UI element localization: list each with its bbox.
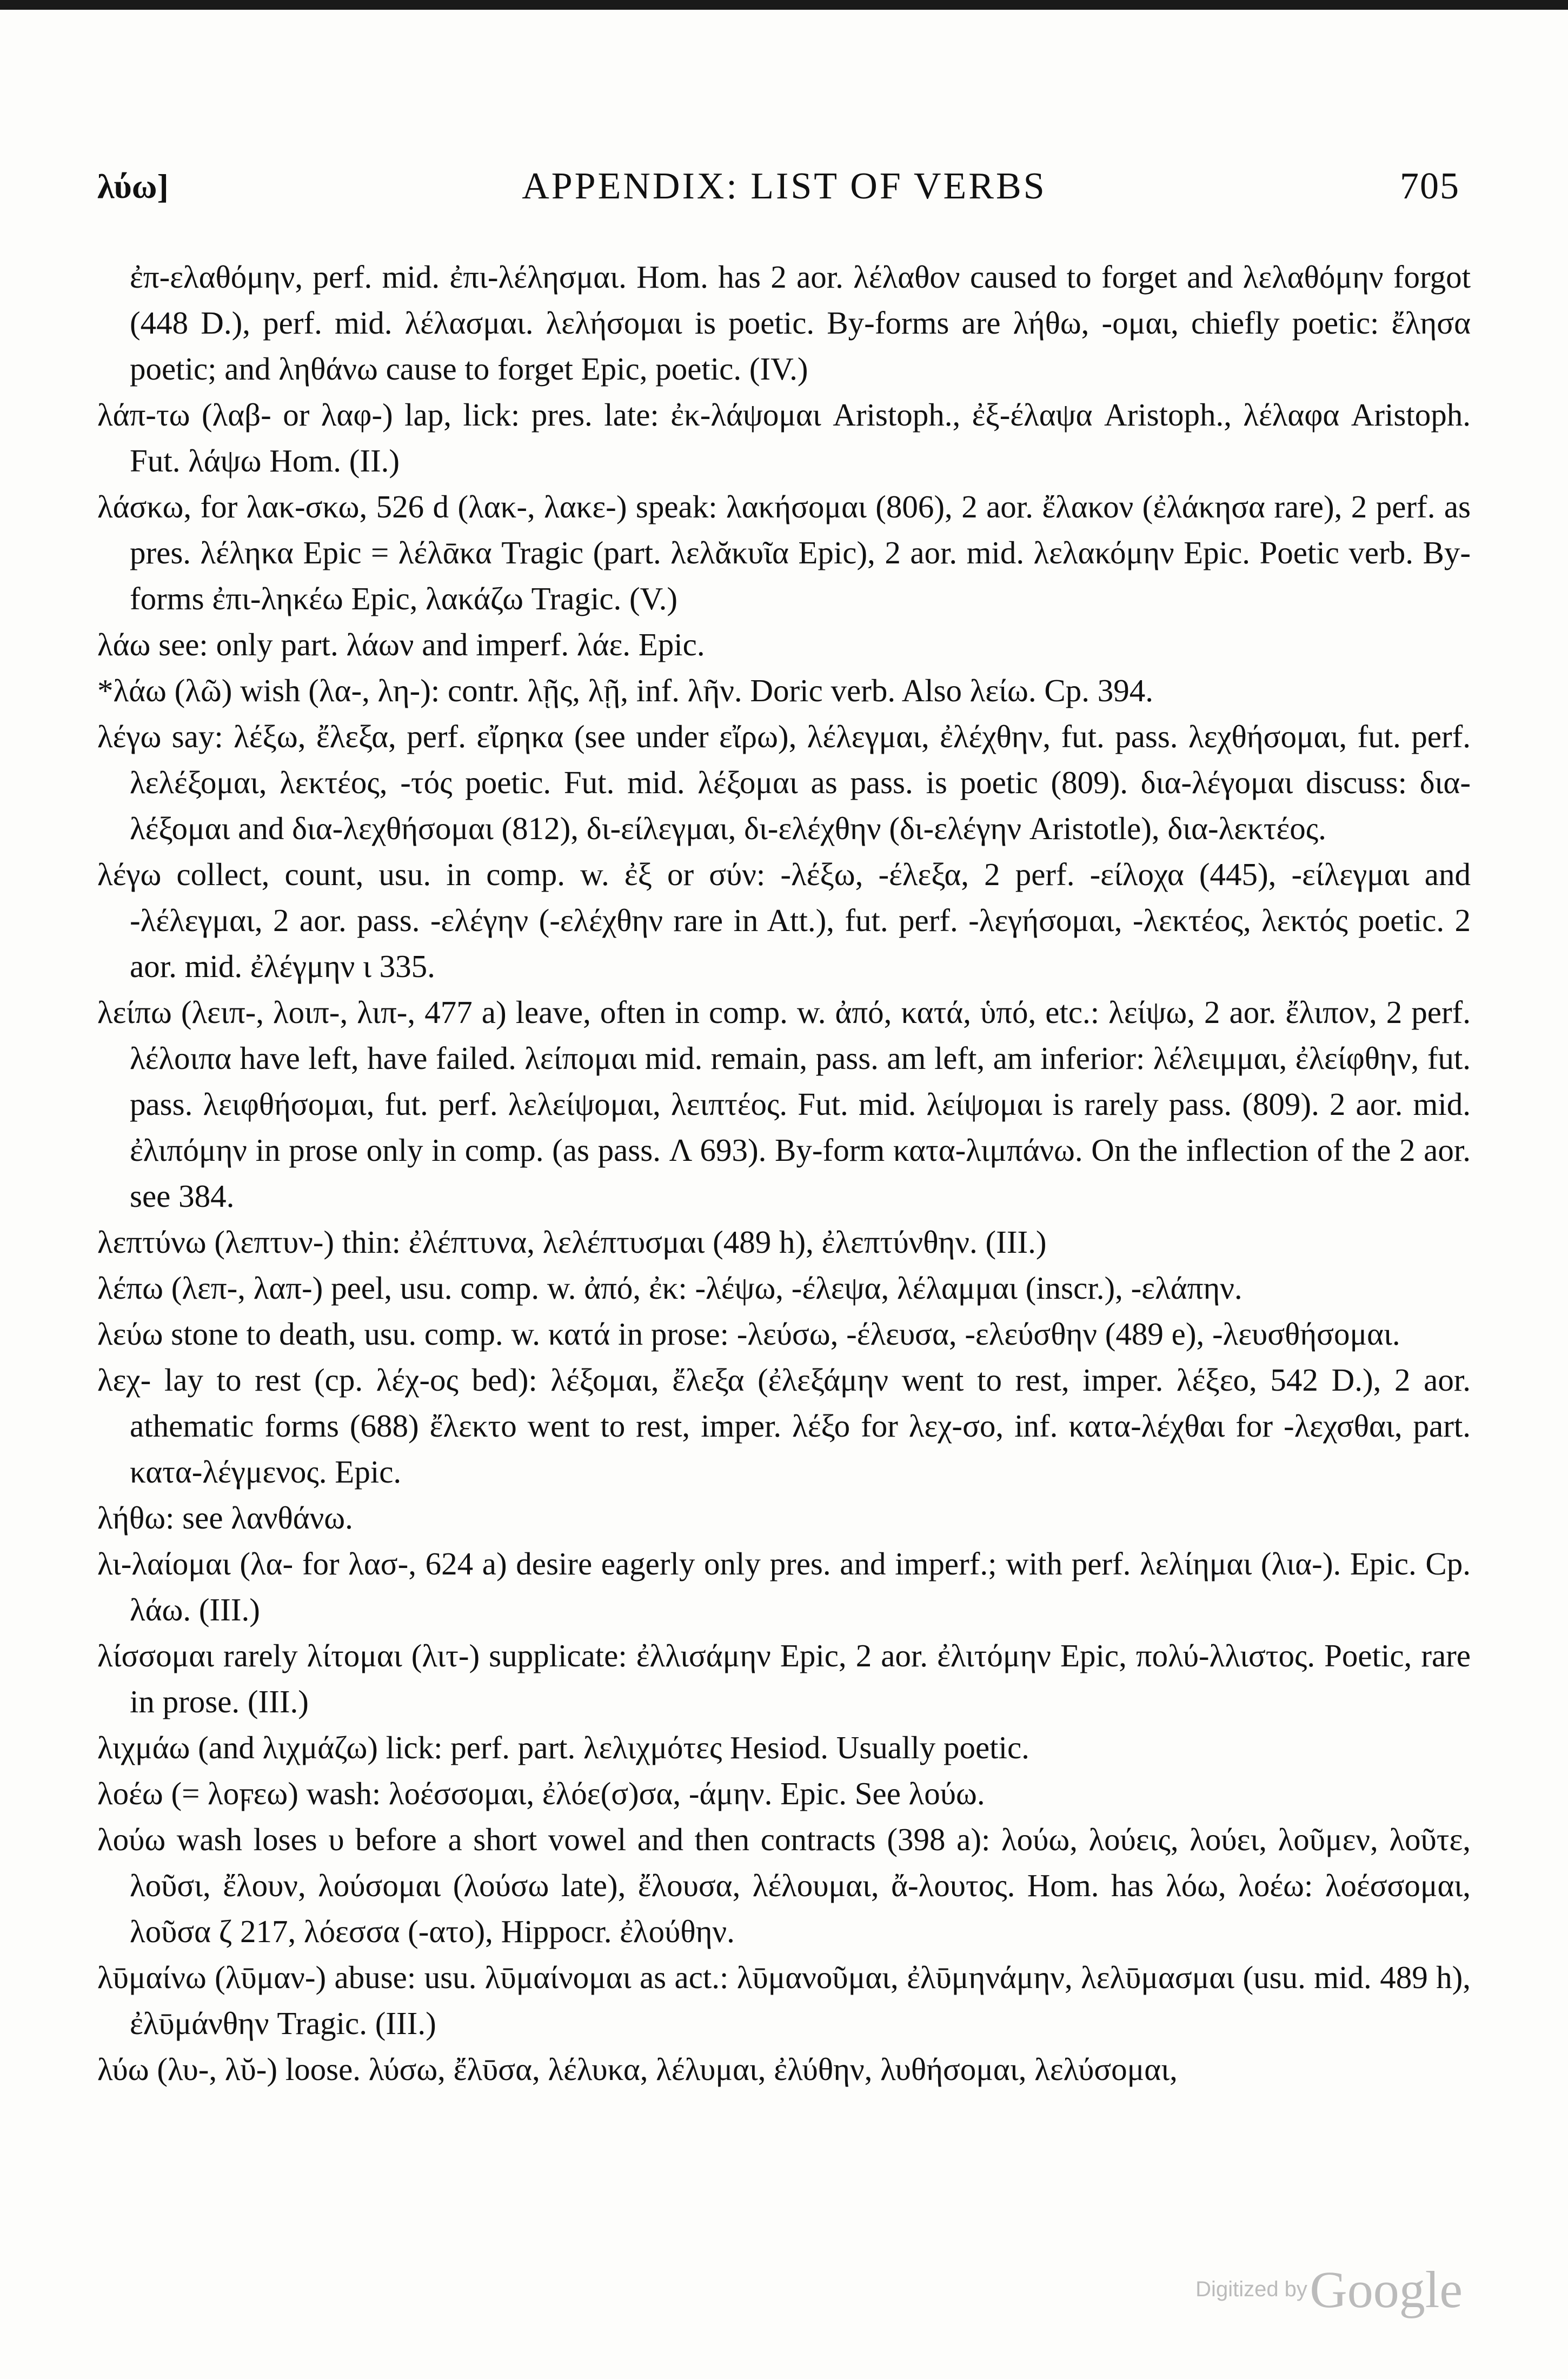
verb-entry: λάπ-τω (λαβ- or λαφ-) lap, lick: pres. late: ἐκ-λάψομαι Aristoph., ἐξ-έλαψα Aristoph., λέλαφα Aristoph. Fut. λάψω Hom. (II.) (97, 397, 1471, 479)
verb-list (97, 254, 1471, 2092)
google-logo: Google (1310, 2261, 1463, 2318)
verb-entry: λάσκω, for λακ-σκω, 526 d (λακ-, λακε-) speak: λακήσομαι (806), 2 aor. ἔλακον (ἐλάκησα rare), 2 perf. as pres. λέληκα Epic = λέλᾱκα Tragic (part. λελᾰκυῖα Epic), 2 aor. mid. λελακόμην Epic. Poetic verb. By-forms ἐπι-ληκέω Epic, λακάζω Tragic. (V.) (97, 489, 1471, 616)
verb-entry: λῡμαίνω (λῡμαν-) abuse: usu. λῡμαίνομαι as act.: λῡμανοῦμαι, ἐλῡμηνάμην, λελῡμασμαι (usu. mid. 489 h), ἐλῡμάνθην Tragic. (III.) (97, 1959, 1471, 2041)
verb-entry: λύω (λυ-, λῠ-) loose. λύσω, ἔλῡσα, λέλυκα, λέλυμαι, ἐλύθην, λυθήσομαι, λελύσομαι, (97, 2051, 1178, 2087)
verb-entry: λι-λαίομαι (λα- for λασ-, 624 a) desire eagerly only pres. and imperf.; with perf. λελίημαι (λια-). Epic. Cp. λάω. (III.) (97, 1546, 1471, 1627)
verb-entry: λέγω say: λέξω, ἔλεξα, perf. εἴρηκα (see under εἴρω), λέλεγμαι, ἐλέχθην, fut. pass. λεχθήσομαι, fut. perf. λελέξομαι, λεκτέος, -τός poetic. Fut. mid. λέξομαι as pass. is poetic (809). δια-λέγομαι discuss: δια-λέξομαι and δια-λεχθήσομαι (812), δι-είλεγμαι, δι-ελέχθην (δι-ελέγην Aristotle), δια-λεκτέος. (97, 719, 1471, 846)
running-header (97, 157, 1460, 216)
verb-entry: λεύω stone to death, usu. comp. w. κατά in prose: -λεύσω, -έλευσα, -ελεύσθην (489 e), -λευσθήσομαι. (97, 1316, 1400, 1352)
digitized-by-google-watermark (1195, 2260, 1463, 2320)
verb-entry: λέπω (λεπ-, λαπ-) peel, usu. comp. w. ἀπό, ἐκ: -λέψω, -έλεψα, λέλαμμαι (inscr.), -ελάπην. (97, 1270, 1243, 1306)
header-title: APPENDIX: LIST OF VERBS (522, 165, 1047, 207)
watermark-prefix: Digitized by (1195, 2277, 1307, 2301)
verb-entry: λεχ- lay to rest (cp. λέχ-ος bed): λέξομαι, ἔλεξα (ἐλεξάμην went to rest, imper. λέξεο, 542 D.), 2 aor. athematic forms (688) ἔλεκτο went to rest, imper. λέξο for λεχ-σο, inf. κατα-λέχθαι for -λεχσθαι, part. κατα-λέγμενος. Epic. (97, 1362, 1471, 1490)
verb-entry: λοέω (= λοϝεω) wash: λοέσσομαι, ἐλόε(σ)σα, -άμην. Epic. See λούω. (97, 1776, 985, 1811)
verb-entry: ἐπ-ελαθόμην, perf. mid. ἐπι-λέλησμαι. Hom. has 2 aor. λέλαθον caused to forget and λελαθόμην forgot (448 D.), perf. mid. λέλασμαι. λελήσομαι is poetic. By-forms are λήθω, -ομαι, chiefly poetic: ἔλησα poetic; and ληθάνω cause to forget Epic, poetic. (IV.) (130, 259, 1471, 387)
verb-entry: λούω wash loses υ before a short vowel and then contracts (398 a): λούω, λούεις, λούει, λοῦμεν, λοῦτε, λοῦσι, ἔλουν, λούσομαι (λούσω late), ἔλουσα, λέλουμαι, ἄ-λουτος. Hom. has λόω, λοέω: λοέσσομαι, λοῦσα ζ 217, λόεσσα (-ατο), Hippocr. ἐλούθην. (97, 1822, 1471, 1949)
verb-entry: λιχμάω (and λιχμάζω) lick: perf. part. λελιχμότες Hesiod. Usually poetic. (97, 1730, 1029, 1765)
verb-entry: λίσσομαι rarely λίτομαι (λιτ-) supplicate: ἐλλισάμην Epic, 2 aor. ἐλιτόμην Epic, πολύ-λλιστος. Poetic, rare in prose. (III.) (97, 1638, 1471, 1719)
page-top-edge (0, 0, 1568, 10)
verb-entry: λείπω (λειπ-, λοιπ-, λιπ-, 477 a) leave, often in comp. w. ἀπό, κατά, ὑπό, etc.: λείψω, 2 aor. ἔλιπον, 2 perf. λέλοιπα have left, have failed. λείπομαι mid. remain, pass. am left, am inferior: λέλειμμαι, ἐλείφθην, fut. pass. λειφθήσομαι, fut. perf. λελείψομαι, λειπτέος. Fut. mid. λείψομαι is rarely pass. (809). 2 aor. mid. ἐλιπόμην in prose only in comp. (as pass. Λ 693). By-form κατα-λιμπάνω. On the inflection of the 2 aor. see 384. (97, 994, 1471, 1214)
verb-entry: λήθω: see λανθάνω. (97, 1500, 353, 1536)
header-head-word: λύω] (97, 167, 169, 205)
verb-entry: λέγω collect, count, usu. in comp. w. ἐξ or σύν: -λέξω, -έλεξα, 2 perf. -είλοχα (445), -είλεγμαι and -λέλεγμαι, 2 aor. pass. -ελέγην (-ελέχθην rare in Att.), fut. perf. -λεγήσομαι, -λεκτέος, λεκτός poetic. 2 aor. mid. ἐλέγμην ι 335. (97, 856, 1471, 984)
verb-entry: λεπτύνω (λεπτυν-) thin: ἐλέπτυνα, λελέπτυσμαι (489 h), ἐλεπτύνθην. (III.) (97, 1224, 1047, 1260)
page-number: 705 (1399, 165, 1460, 207)
verb-entry: λάω see: only part. λάων and imperf. λάε. Epic. (97, 627, 705, 662)
verb-entry: *λάω (λῶ) wish (λα-, λη-): contr. λῇς, λῇ, inf. λῆν. Doric verb. Also λείω. Cp. 394. (97, 673, 1153, 708)
